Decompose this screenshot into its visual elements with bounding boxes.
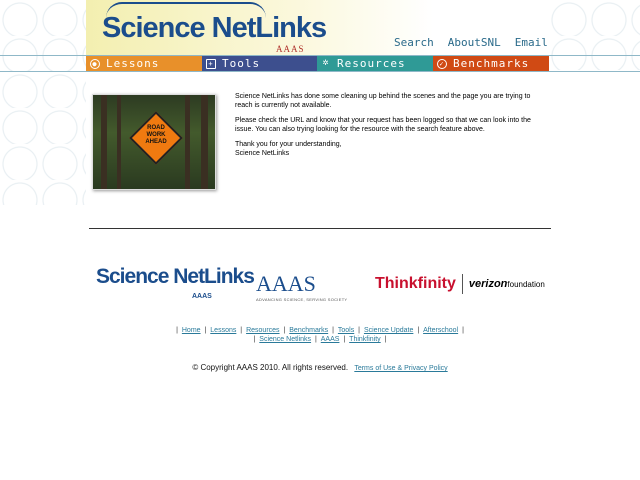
copyright-text: © Copyright AAAS 2010. All rights reserved. [192,363,349,372]
main-nav [86,56,549,71]
terms-link[interactable]: Terms of Use & Privacy Policy [354,365,448,372]
footer-link-aaas[interactable]: AAAS [320,336,340,343]
email-link[interactable]: Email [514,36,548,49]
partner-logo-thinkfinity[interactable] [375,274,545,294]
partner-aaas-text: AAAS [256,271,316,296]
lessons-icon: ● [90,59,100,69]
content-divider [89,228,551,229]
search-link[interactable]: Search [394,36,434,49]
footer-link-science-netlinks[interactable]: Science Netlinks [259,336,312,343]
footer-link-resources[interactable]: Resources [246,327,280,334]
logo-separator [462,274,463,294]
partner-snl-text: Science NetLinks [96,265,254,288]
footer-link-thinkfinity[interactable]: Thinkfinity [349,336,381,343]
partner-snl-sub: AAAS [192,293,212,300]
logo-aaas: AAAS [276,44,305,54]
partner-logo-aaas[interactable] [256,271,346,302]
foundation-text: foundation [507,279,545,289]
benchmarks-icon: ✓ [437,59,447,69]
footer-link-lessons[interactable]: Lessons [210,327,237,334]
tree-trunk [185,95,190,189]
footer-links-row1: | Home | Lessons | Resources | Benchmarks | Tools | Science Update | Afterschool | [176,327,464,334]
tab-resources-label: Resources [337,57,406,70]
message-paragraph: Please check the URL and know that your request has been logged so that we can look into the issue. You can also trying looking for the resource with the search feature above. [235,117,531,133]
tree-trunk [201,95,208,189]
message-signoff [235,140,545,158]
tab-tools[interactable] [202,56,317,71]
signoff-line: Thank you for your understanding, [235,141,342,148]
hex-pattern-left [0,0,86,205]
hex-pattern-right [549,0,640,70]
footer-link-home[interactable]: Home [181,327,201,334]
tree-trunk [117,95,121,189]
road-sign-text [136,125,176,146]
partner-logo-snl[interactable] [96,265,254,300]
road-work-photo [92,94,216,190]
tab-lessons[interactable] [86,56,202,71]
sign-line: WORK [146,132,166,138]
tree-trunk [101,95,107,189]
signoff-name: Science NetLinks [235,150,290,157]
footer-links-row2: | Science Netlinks | AAAS | Thinkfinity | [253,336,387,343]
resources-icon: ✲ [322,56,330,68]
tab-lessons-label: Lessons [106,57,160,70]
site-logo[interactable]: Science NetLinks [102,12,327,44]
tools-icon: + [206,59,216,69]
tab-benchmarks-label: Benchmarks [453,57,530,70]
tab-benchmarks[interactable] [433,56,549,71]
footer-link-tools[interactable]: Tools [337,327,355,334]
thinkfinity-text: Thinkfinity [375,275,456,292]
message-paragraph: Science NetLinks has done some cleaning up behind the scenes and the page you are trying to reach is currently not available. [235,93,531,109]
sign-line: ROAD [147,125,165,131]
footer-link-afterschool[interactable]: Afterschool [423,327,459,334]
sign-line: AHEAD [145,139,167,145]
error-message [235,92,545,164]
top-links [394,36,548,49]
partner-aaas-tagline: ADVANCING SCIENCE, SERVING SOCIETY [256,297,348,302]
footer-link-science-update[interactable]: Science Update [363,327,414,334]
footer-link-benchmarks[interactable]: Benchmarks [289,327,329,334]
tab-tools-label: Tools [222,57,261,70]
nav-rule [0,71,640,72]
site-header [86,0,549,55]
about-snl-link[interactable]: AboutSNL [447,36,501,49]
tab-resources[interactable] [317,56,433,71]
verizon-text: verizon [468,278,508,290]
copyright [0,363,640,372]
